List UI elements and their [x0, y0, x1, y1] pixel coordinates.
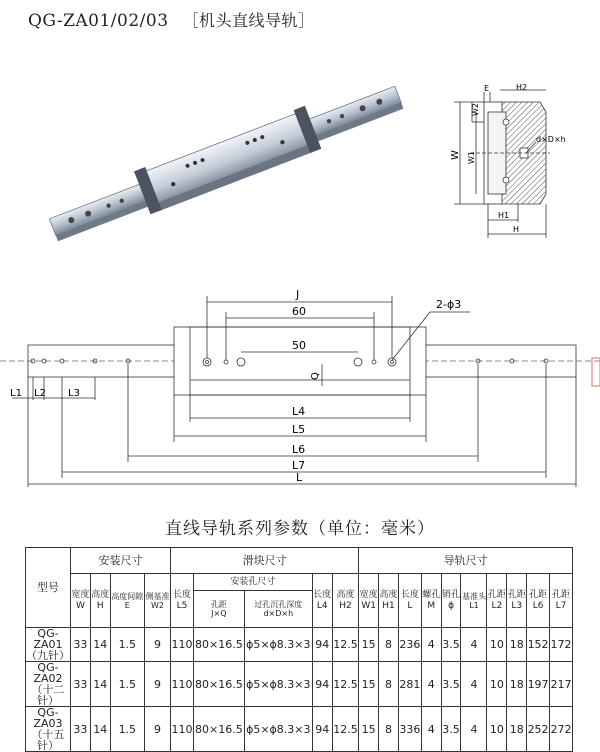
col-H1: 高度 H1: [379, 574, 399, 628]
col-E: 高度间隙 E: [110, 574, 144, 628]
col-H: 高度 H: [90, 574, 110, 628]
col-L7: 孔距 L7: [550, 574, 573, 628]
col-L1: 基准头 L1: [461, 574, 487, 628]
dim-L4: L4: [292, 405, 306, 418]
group-slider: 滑块尺寸: [171, 548, 359, 574]
table-row: QG-ZA03 （十五针） 33 14 1.5 9 110 80×16.5 ϕ5×ϕ8.3×3 94 12.5 15 8 336 4 3.5 4 10 18 252 272: [26, 707, 573, 752]
col-JxQ: 孔距 J×Q: [193, 591, 244, 628]
dim-L1: L1: [10, 388, 22, 399]
col-phi: 销孔 ϕ: [441, 574, 461, 628]
dim-dDh: d×D×h: [536, 135, 566, 144]
col-dDh: 过孔沉孔深度 d×D×h: [244, 591, 312, 628]
dim-H: H: [513, 225, 520, 234]
col-L4: 长度 L4: [312, 574, 332, 628]
dim-60: 60: [292, 305, 306, 318]
group-install: 安装尺寸: [71, 548, 171, 574]
table-row: QG-ZA01 （九针） 33 14 1.5 9 110 80×16.5 ϕ5×ϕ8.3×3 94 12.5 15 8 236 4 3.5 4 10 18 152 172: [26, 627, 572, 662]
col-L2: 孔距 L2: [487, 574, 507, 628]
col-W2: 侧基准 W2: [145, 574, 171, 628]
page-title: [28, 8, 315, 31]
table-title: 直线导轨系列参数（单位：毫米）: [165, 519, 435, 539]
dim-Q: Q: [310, 372, 321, 380]
dim-W2: W2: [471, 103, 480, 116]
col-L6: 孔距 L6: [527, 574, 550, 628]
dim-L6: L6: [292, 443, 306, 456]
col-W1: 宽度 W1: [359, 574, 379, 628]
model-code: QG-ZA01/02/03: [28, 11, 169, 31]
col-L: 长度 L: [398, 574, 421, 628]
dim-L3: L3: [68, 388, 80, 399]
dim-L: L: [296, 471, 303, 484]
table-row: QG-ZA02 （十二针） 33 14 1.5 9 110 80×16.5 ϕ5×ϕ8.3×3 94 12.5 15 8 281 4 3.5 4 10 18 197 217: [26, 662, 573, 707]
dim-L5: L5: [292, 423, 306, 436]
dim-J: J: [296, 288, 300, 301]
dim-E: E: [484, 84, 490, 93]
front-view-drawing: [0, 282, 600, 494]
dim-2-phi3: 2-ϕ3: [436, 298, 462, 311]
product-photo: [40, 60, 410, 260]
dim-50: 50: [292, 339, 306, 352]
spec-table: [25, 547, 573, 752]
group-rail: 导轨尺寸: [359, 548, 573, 574]
col-L3: 孔距 L3: [507, 574, 527, 628]
dim-L7: L7: [292, 459, 306, 472]
dim-L2: L2: [34, 388, 46, 399]
model-header: 型号: [26, 548, 71, 628]
col-W: 宽度 W: [71, 574, 91, 628]
col-M: 螺孔 M: [421, 574, 441, 628]
cross-section-drawing: [440, 82, 600, 252]
slider-sub-header: 安装孔尺寸: [193, 574, 312, 591]
product-name: ［机头直线导轨］: [182, 11, 315, 30]
dim-W: W: [450, 150, 461, 160]
dim-H1: H1: [498, 211, 510, 220]
dim-W1: W1: [467, 151, 476, 164]
col-L5: 长度 L5: [171, 574, 194, 628]
dim-H2: H2: [516, 83, 528, 92]
col-H2: 高度 H2: [332, 574, 359, 628]
